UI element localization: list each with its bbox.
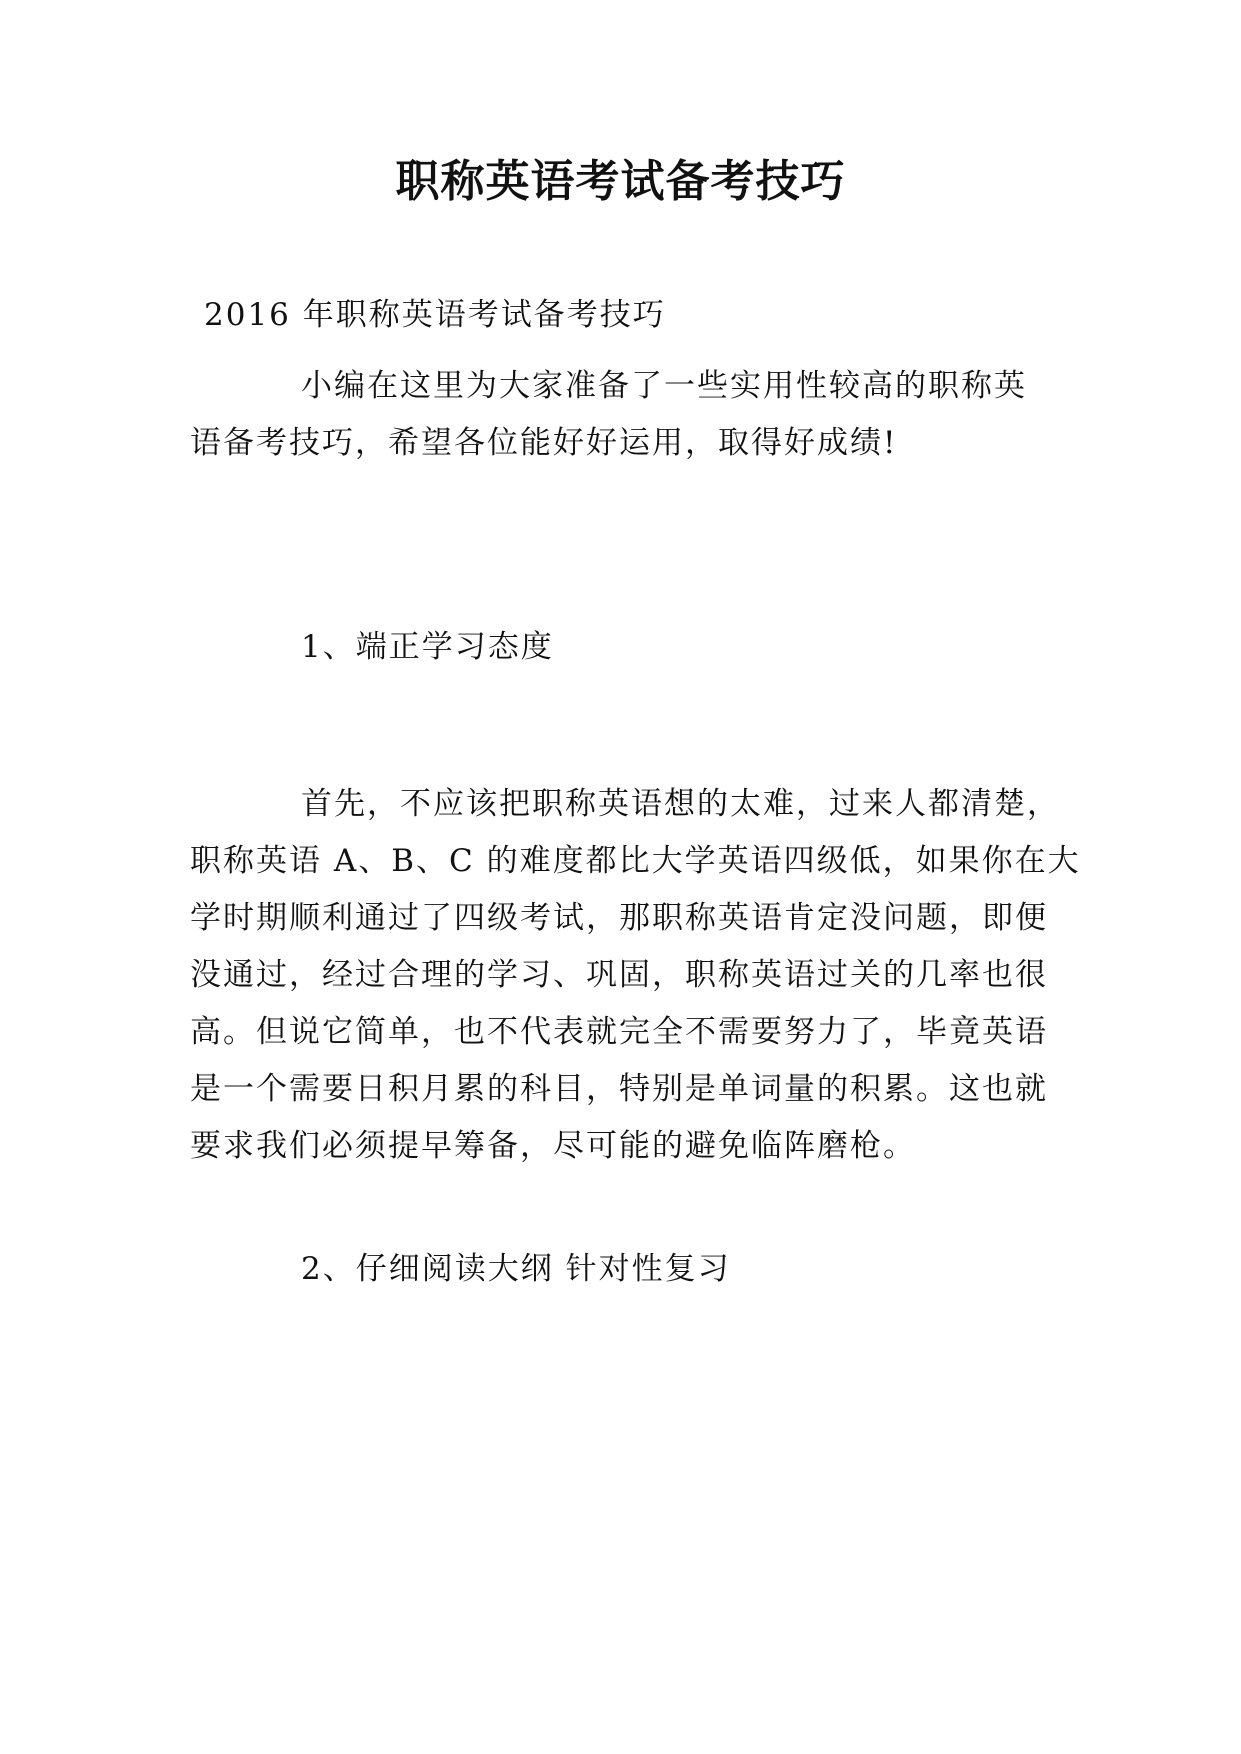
paragraph-line: 要求我们必须提早筹备，尽可能的避免临阵磨枪。: [190, 1128, 916, 1164]
paragraph-line: 首先，不应该把职称英语想的太难，过来人都清楚，: [301, 786, 1060, 822]
document-title: 职称英语考试备考技巧: [395, 156, 846, 207]
paragraph-line: 没通过，经过合理的学习、巩固，职称英语过关的几率也很: [190, 957, 1048, 993]
section-heading-2: 2、仔细阅读大纲 针对性复习: [301, 1251, 731, 1287]
paragraph-line: 学时期顺利通过了四级考试，那职称英语肯定没问题，即便: [190, 900, 1048, 936]
intro-paragraph: [190, 358, 1070, 472]
paragraph-line: 是一个需要日积月累的科目，特别是单词量的积累。这也就: [190, 1071, 1048, 1107]
paragraph-line: 语备考技巧，希望各位能好好运用，取得好成绩!: [190, 425, 898, 461]
document-subtitle: 2016 年职称英语考试备考技巧: [204, 297, 666, 333]
paragraph-line: 高。但说它简单，也不代表就完全不需要努力了，毕竟英语: [190, 1014, 1048, 1050]
paragraph-line: 职称英语 A、B、C 的难度都比大学英语四级低，如果你在大: [190, 843, 1081, 879]
section-heading-1: 1、端正学习态度: [301, 629, 554, 665]
section-1-paragraph: [190, 776, 1081, 1175]
paragraph-line: 小编在这里为大家准备了一些实用性较高的职称英: [301, 368, 1027, 404]
